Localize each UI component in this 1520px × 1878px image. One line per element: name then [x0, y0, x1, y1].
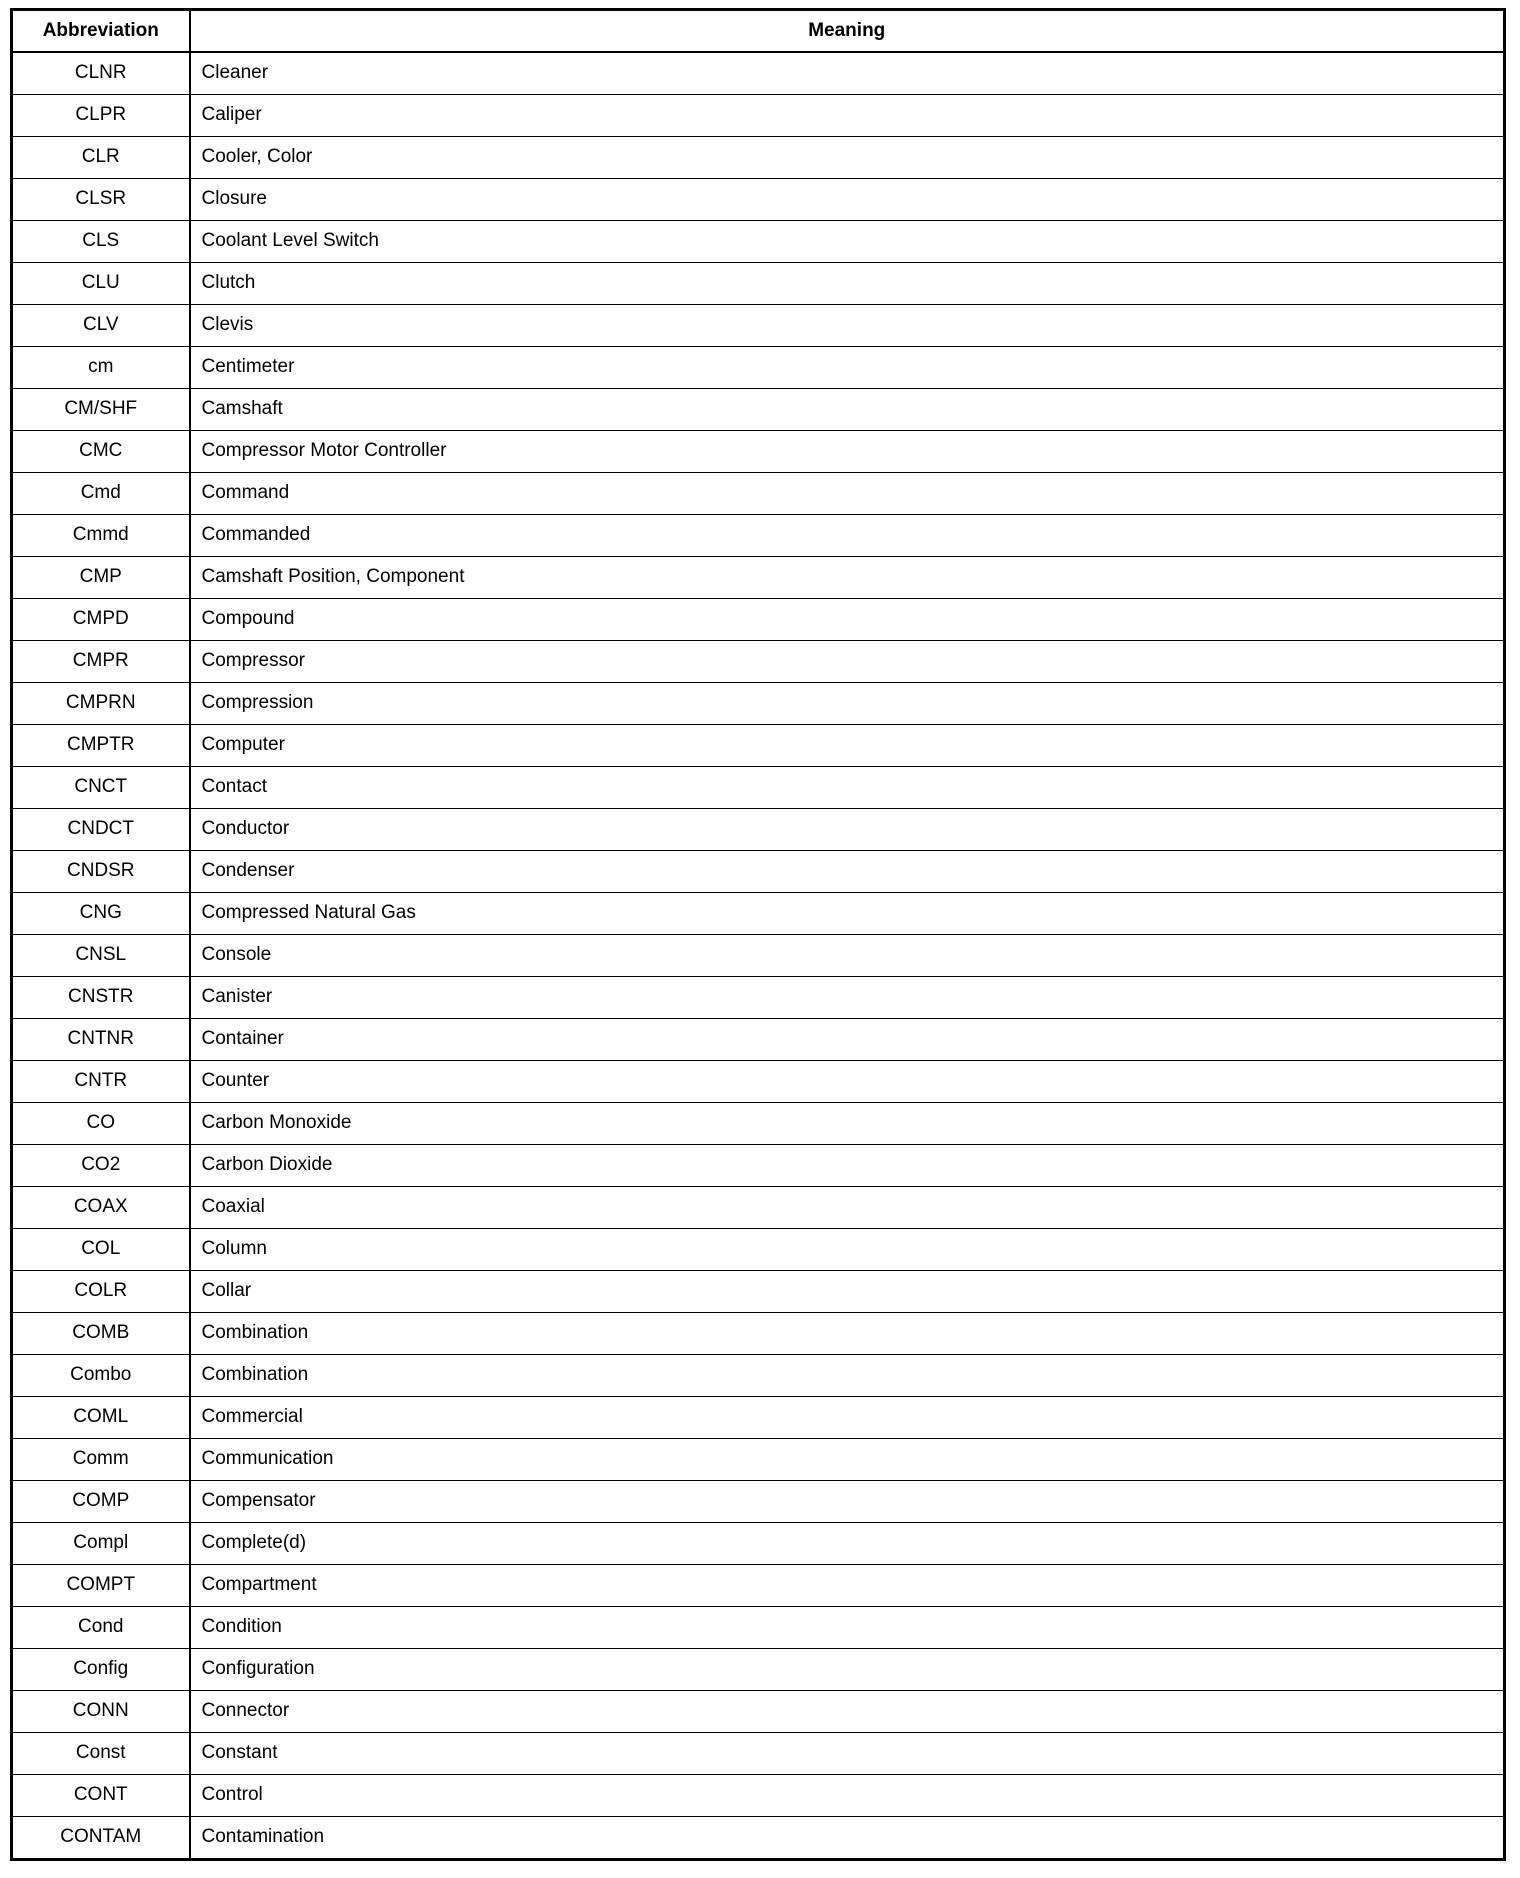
table-row	[12, 431, 1505, 473]
table-row	[12, 683, 1505, 725]
cell-abbreviation: CLPR	[12, 95, 190, 137]
table-row	[12, 1145, 1505, 1187]
cell-abbreviation: Cond	[12, 1607, 190, 1649]
cell-abbreviation: Const	[12, 1733, 190, 1775]
cell-abbreviation: CMPD	[12, 599, 190, 641]
cell-meaning: Clutch	[190, 263, 1505, 305]
table-row	[12, 851, 1505, 893]
cell-meaning: Counter	[190, 1061, 1505, 1103]
table-row	[12, 52, 1505, 95]
cell-meaning: Coolant Level Switch	[190, 221, 1505, 263]
table-body	[12, 52, 1505, 1860]
table-row	[12, 599, 1505, 641]
table-row	[12, 767, 1505, 809]
cell-abbreviation: CNDSR	[12, 851, 190, 893]
cell-meaning: Contamination	[190, 1817, 1505, 1860]
table-row	[12, 1019, 1505, 1061]
cell-abbreviation: CNSL	[12, 935, 190, 977]
cell-meaning: Combination	[190, 1313, 1505, 1355]
cell-meaning: Console	[190, 935, 1505, 977]
table-row	[12, 1355, 1505, 1397]
table-header-row	[12, 10, 1505, 53]
cell-meaning: Contact	[190, 767, 1505, 809]
cell-meaning: Centimeter	[190, 347, 1505, 389]
cell-meaning: Command	[190, 473, 1505, 515]
cell-abbreviation: CMPR	[12, 641, 190, 683]
table-row	[12, 809, 1505, 851]
cell-meaning: Condition	[190, 1607, 1505, 1649]
cell-abbreviation: CLR	[12, 137, 190, 179]
cell-abbreviation: COL	[12, 1229, 190, 1271]
cell-abbreviation: CMPRN	[12, 683, 190, 725]
table-row	[12, 1565, 1505, 1607]
cell-abbreviation: CNCT	[12, 767, 190, 809]
cell-meaning: Carbon Monoxide	[190, 1103, 1505, 1145]
cell-meaning: Communication	[190, 1439, 1505, 1481]
table-row	[12, 1103, 1505, 1145]
cell-abbreviation: Comm	[12, 1439, 190, 1481]
cell-meaning: Column	[190, 1229, 1505, 1271]
cell-abbreviation: Cmmd	[12, 515, 190, 557]
table-row	[12, 557, 1505, 599]
cell-meaning: Cleaner	[190, 52, 1505, 95]
table-row	[12, 935, 1505, 977]
table-row	[12, 1187, 1505, 1229]
cell-abbreviation: COLR	[12, 1271, 190, 1313]
table-row	[12, 473, 1505, 515]
cell-abbreviation: COAX	[12, 1187, 190, 1229]
cell-abbreviation: Combo	[12, 1355, 190, 1397]
table-row	[12, 1061, 1505, 1103]
cell-meaning: Carbon Dioxide	[190, 1145, 1505, 1187]
cell-meaning: Cooler, Color	[190, 137, 1505, 179]
cell-meaning: Compound	[190, 599, 1505, 641]
cell-abbreviation: CNTNR	[12, 1019, 190, 1061]
cell-abbreviation: CMP	[12, 557, 190, 599]
table-row	[12, 1523, 1505, 1565]
cell-meaning: Coaxial	[190, 1187, 1505, 1229]
cell-meaning: Combination	[190, 1355, 1505, 1397]
table-row	[12, 137, 1505, 179]
cell-meaning: Control	[190, 1775, 1505, 1817]
table-row	[12, 893, 1505, 935]
cell-meaning: Canister	[190, 977, 1505, 1019]
cell-abbreviation: CLS	[12, 221, 190, 263]
cell-abbreviation: CONN	[12, 1691, 190, 1733]
cell-meaning: Compressor	[190, 641, 1505, 683]
cell-meaning: Conductor	[190, 809, 1505, 851]
table-row	[12, 389, 1505, 431]
table-row	[12, 977, 1505, 1019]
cell-meaning: Closure	[190, 179, 1505, 221]
cell-meaning: Constant	[190, 1733, 1505, 1775]
cell-meaning: Camshaft	[190, 389, 1505, 431]
cell-meaning: Commercial	[190, 1397, 1505, 1439]
cell-abbreviation: CNG	[12, 893, 190, 935]
table-row	[12, 305, 1505, 347]
table-row	[12, 1397, 1505, 1439]
cell-meaning: Caliper	[190, 95, 1505, 137]
cell-meaning: Compression	[190, 683, 1505, 725]
cell-meaning: Commanded	[190, 515, 1505, 557]
cell-abbreviation: CONTAM	[12, 1817, 190, 1860]
cell-abbreviation: Compl	[12, 1523, 190, 1565]
cell-abbreviation: COMPT	[12, 1565, 190, 1607]
table-row	[12, 641, 1505, 683]
cell-meaning: Compressor Motor Controller	[190, 431, 1505, 473]
table-row	[12, 263, 1505, 305]
table-row	[12, 1649, 1505, 1691]
cell-abbreviation: COML	[12, 1397, 190, 1439]
cell-abbreviation: CNTR	[12, 1061, 190, 1103]
table-row	[12, 347, 1505, 389]
cell-abbreviation: Config	[12, 1649, 190, 1691]
cell-meaning: Clevis	[190, 305, 1505, 347]
table-row	[12, 1817, 1505, 1860]
cell-abbreviation: CO	[12, 1103, 190, 1145]
cell-abbreviation: CNDCT	[12, 809, 190, 851]
cell-abbreviation: CM/SHF	[12, 389, 190, 431]
cell-abbreviation: CLU	[12, 263, 190, 305]
cell-meaning: Connector	[190, 1691, 1505, 1733]
cell-abbreviation: CMC	[12, 431, 190, 473]
cell-abbreviation: CMPTR	[12, 725, 190, 767]
cell-abbreviation: cm	[12, 347, 190, 389]
table-row	[12, 1775, 1505, 1817]
cell-meaning: Compartment	[190, 1565, 1505, 1607]
table-row	[12, 1607, 1505, 1649]
table-header	[12, 10, 1505, 53]
table-row	[12, 515, 1505, 557]
cell-abbreviation: COMP	[12, 1481, 190, 1523]
table-row	[12, 1733, 1505, 1775]
cell-meaning: Complete(d)	[190, 1523, 1505, 1565]
cell-meaning: Compensator	[190, 1481, 1505, 1523]
column-header-meaning: Meaning	[190, 10, 1505, 53]
cell-meaning: Collar	[190, 1271, 1505, 1313]
cell-abbreviation: Cmd	[12, 473, 190, 515]
cell-abbreviation: CLV	[12, 305, 190, 347]
cell-meaning: Container	[190, 1019, 1505, 1061]
cell-abbreviation: CLSR	[12, 179, 190, 221]
cell-abbreviation: CONT	[12, 1775, 190, 1817]
cell-abbreviation: COMB	[12, 1313, 190, 1355]
table-row	[12, 179, 1505, 221]
cell-meaning: Condenser	[190, 851, 1505, 893]
cell-meaning: Compressed Natural Gas	[190, 893, 1505, 935]
table-row	[12, 1481, 1505, 1523]
cell-meaning: Computer	[190, 725, 1505, 767]
table-row	[12, 95, 1505, 137]
table-row	[12, 1271, 1505, 1313]
table-row	[12, 1313, 1505, 1355]
abbreviation-table	[10, 8, 1506, 1861]
cell-meaning: Camshaft Position, Component	[190, 557, 1505, 599]
cell-abbreviation: CNSTR	[12, 977, 190, 1019]
cell-abbreviation: CLNR	[12, 52, 190, 95]
table-row	[12, 221, 1505, 263]
table-row	[12, 725, 1505, 767]
cell-meaning: Configuration	[190, 1649, 1505, 1691]
table-row	[12, 1691, 1505, 1733]
cell-abbreviation: CO2	[12, 1145, 190, 1187]
table-row	[12, 1229, 1505, 1271]
table-row	[12, 1439, 1505, 1481]
column-header-abbreviation: Abbreviation	[12, 10, 190, 53]
